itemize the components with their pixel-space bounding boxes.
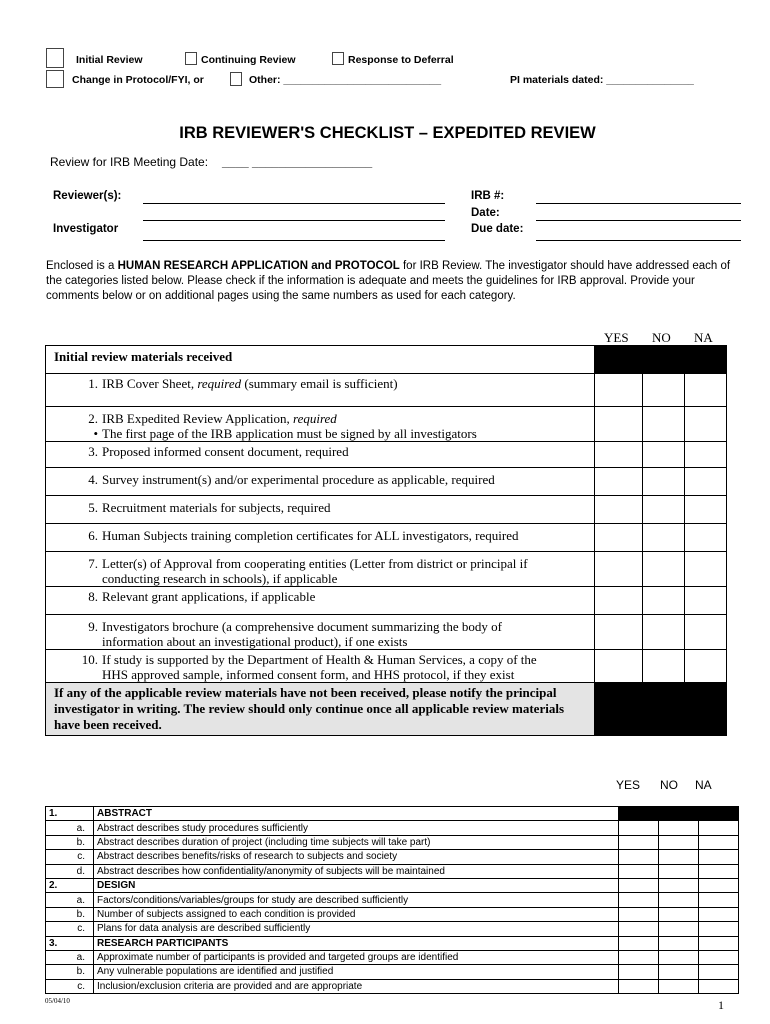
na-cell[interactable] bbox=[685, 442, 727, 468]
investigator-label: Investigator bbox=[53, 223, 119, 235]
col-no-header-1: NO bbox=[652, 330, 671, 345]
no-cell[interactable] bbox=[643, 374, 685, 407]
table-row: 10. If study is supported by the Department of Health & Human Services, a copy of the HHS approved sample, informed consent form, and HHS protocol, if they exist bbox=[46, 650, 727, 683]
section-abstract: ABSTRACT bbox=[94, 807, 619, 821]
initial-materials-table bbox=[45, 345, 727, 736]
na-cell[interactable] bbox=[685, 468, 727, 496]
table1-heading: Initial review materials received bbox=[46, 346, 595, 374]
no-cell[interactable] bbox=[643, 442, 685, 468]
response-deferral-label: Response to Deferral bbox=[348, 54, 454, 66]
section-design: DESIGN bbox=[94, 878, 619, 892]
section-row: 1. ABSTRACT bbox=[46, 807, 739, 821]
na-cell[interactable] bbox=[699, 893, 739, 907]
na-cell[interactable] bbox=[699, 850, 739, 864]
initial-review-label: Initial Review bbox=[76, 54, 143, 66]
yes-cell[interactable] bbox=[619, 821, 659, 835]
na-cell[interactable] bbox=[699, 979, 739, 993]
table-row: 2. IRB Expedited Review Application, required • The first page of the IRB application must be signed by all investigators bbox=[46, 407, 727, 442]
response-deferral-checkbox[interactable] bbox=[332, 52, 344, 65]
na-cell[interactable] bbox=[699, 950, 739, 964]
yes-cell[interactable] bbox=[595, 552, 643, 587]
change-protocol-label: Change in Protocol/FYI, or bbox=[72, 74, 204, 86]
reviewers-field-2[interactable] bbox=[143, 220, 445, 221]
col-na-header-2: NA bbox=[695, 778, 712, 792]
no-cell[interactable] bbox=[659, 922, 699, 936]
initial-review-checkbox[interactable] bbox=[46, 48, 64, 68]
table-row: 7. Letter(s) of Approval from cooperating entities (Letter from district or principal if conducting research in schools), if applicable bbox=[46, 552, 727, 587]
no-cell[interactable] bbox=[659, 821, 699, 835]
yes-cell[interactable] bbox=[619, 893, 659, 907]
page-number: 1 bbox=[718, 998, 724, 1012]
yes-cell[interactable] bbox=[595, 615, 643, 650]
table-row: c. Inclusion/exclusion criteria are provided and are appropriate bbox=[46, 979, 739, 993]
na-cell[interactable] bbox=[699, 864, 739, 878]
due-date-label: Due date: bbox=[471, 223, 524, 235]
table-row: 8. Relevant grant applications, if applicable bbox=[46, 587, 727, 615]
col-na-header-1: NA bbox=[694, 330, 713, 345]
table-row: b. Any vulnerable populations are identified and justified bbox=[46, 965, 739, 979]
page-title: IRB REVIEWER'S CHECKLIST – EXPEDITED REVIEW bbox=[179, 124, 596, 142]
na-cell[interactable] bbox=[685, 587, 727, 615]
meeting-date-label: Review for IRB Meeting Date: bbox=[50, 155, 209, 169]
yes-cell[interactable] bbox=[595, 650, 643, 683]
yes-cell[interactable] bbox=[619, 850, 659, 864]
na-cell[interactable] bbox=[685, 552, 727, 587]
no-cell[interactable] bbox=[643, 407, 685, 442]
date-label: Date: bbox=[471, 207, 500, 219]
col-yes-header-1: YES bbox=[604, 330, 629, 345]
investigator-field[interactable] bbox=[143, 240, 445, 241]
table-row: c. Abstract describes benefits/risks of research to subjects and society bbox=[46, 850, 739, 864]
footer-date: 05/04/10 bbox=[45, 997, 70, 1005]
na-cell[interactable] bbox=[685, 615, 727, 650]
date-field[interactable] bbox=[536, 220, 741, 221]
intro-bold: HUMAN RESEARCH APPLICATION and PROTOCOL bbox=[117, 260, 400, 272]
table-row: a. Factors/conditions/variables/groups for study are described sufficiently bbox=[46, 893, 739, 907]
no-cell[interactable] bbox=[659, 835, 699, 849]
no-cell[interactable] bbox=[643, 650, 685, 683]
yes-cell[interactable] bbox=[619, 907, 659, 921]
no-cell[interactable] bbox=[659, 979, 699, 993]
yes-cell[interactable] bbox=[595, 524, 643, 552]
table-row: 1. IRB Cover Sheet, required (summary email is sufficient) bbox=[46, 374, 727, 407]
section-row: 2. DESIGN bbox=[46, 878, 739, 892]
na-cell[interactable] bbox=[699, 821, 739, 835]
irb-number-field[interactable] bbox=[536, 203, 741, 204]
no-cell[interactable] bbox=[659, 850, 699, 864]
change-protocol-checkbox[interactable] bbox=[46, 70, 64, 88]
no-cell[interactable] bbox=[643, 468, 685, 496]
no-cell[interactable] bbox=[659, 965, 699, 979]
other-label: Other: ___________________________ bbox=[249, 74, 442, 86]
na-cell[interactable] bbox=[699, 922, 739, 936]
no-cell[interactable] bbox=[659, 864, 699, 878]
table-row: c. Plans for data analysis are described sufficiently bbox=[46, 922, 739, 936]
no-cell[interactable] bbox=[643, 524, 685, 552]
no-cell[interactable] bbox=[659, 907, 699, 921]
no-cell[interactable] bbox=[643, 587, 685, 615]
table-row: b. Abstract describes duration of project (including time subjects will take part) bbox=[46, 835, 739, 849]
na-cell[interactable] bbox=[685, 496, 727, 524]
yes-cell[interactable] bbox=[595, 468, 643, 496]
no-cell[interactable] bbox=[643, 552, 685, 587]
irb-number-label: IRB #: bbox=[471, 190, 505, 202]
due-date-field[interactable] bbox=[536, 240, 741, 241]
table-row: 9. Investigators brochure (a comprehensive document summarizing the body of information about an investigational product), if one exists bbox=[46, 615, 727, 650]
section-row: 3. RESEARCH PARTICIPANTS bbox=[46, 936, 739, 950]
table-row: 5. Recruitment materials for subjects, required bbox=[46, 496, 727, 524]
yes-cell[interactable] bbox=[619, 979, 659, 993]
review-criteria-table bbox=[45, 806, 739, 994]
table-row: 6. Human Subjects training completion certificates for ALL investigators, required bbox=[46, 524, 727, 552]
continuing-review-checkbox[interactable] bbox=[185, 52, 197, 65]
yes-cell[interactable] bbox=[619, 950, 659, 964]
na-cell[interactable] bbox=[699, 907, 739, 921]
intro-paragraph: Enclosed is a HUMAN RESEARCH APPLICATION and PROTOCOL for IRB Review. The investigator should have addressed each of the categories listed below. Please check if the information is adequate and meets the guidelines for IRB approval. Provide your comments below or on additional pages using the same numbers as used for each category. bbox=[46, 260, 731, 302]
reviewers-field-1[interactable] bbox=[143, 203, 445, 204]
yes-cell[interactable] bbox=[619, 835, 659, 849]
table-row: b. Number of subjects assigned to each condition is provided bbox=[46, 907, 739, 921]
table1-notice: If any of the applicable review materials have not been received, please notify the principal investigator in writing. The review should only continue once all applicable review materials have been received. bbox=[46, 683, 595, 736]
meeting-date-value[interactable]: ____ __________________ bbox=[222, 155, 373, 169]
table-row: a. Approximate number of participants is provided and targeted groups are identified bbox=[46, 950, 739, 964]
no-cell[interactable] bbox=[643, 496, 685, 524]
yes-cell[interactable] bbox=[595, 496, 643, 524]
table-row: 4. Survey instrument(s) and/or experimental procedure as applicable, required bbox=[46, 468, 727, 496]
table-row: 3. Proposed informed consent document, required bbox=[46, 442, 727, 468]
continuing-review-label: Continuing Review bbox=[201, 54, 296, 66]
pi-materials-dated: PI materials dated: _______________ bbox=[510, 74, 694, 86]
table-row: d. Abstract describes how confidentiality/anonymity of subjects will be maintained bbox=[46, 864, 739, 878]
na-cell[interactable] bbox=[685, 374, 727, 407]
yes-cell[interactable] bbox=[595, 374, 643, 407]
no-cell[interactable] bbox=[643, 615, 685, 650]
no-cell[interactable] bbox=[659, 950, 699, 964]
na-cell[interactable] bbox=[699, 965, 739, 979]
na-cell[interactable] bbox=[685, 407, 727, 442]
other-checkbox[interactable] bbox=[230, 72, 242, 86]
yes-cell[interactable] bbox=[595, 442, 643, 468]
yes-cell[interactable] bbox=[619, 922, 659, 936]
no-cell[interactable] bbox=[659, 893, 699, 907]
section-participants: RESEARCH PARTICIPANTS bbox=[94, 936, 619, 950]
reviewers-label: Reviewer(s): bbox=[53, 190, 122, 202]
na-cell[interactable] bbox=[685, 524, 727, 552]
table-row: a. Abstract describes study procedures sufficiently bbox=[46, 821, 739, 835]
na-cell[interactable] bbox=[699, 835, 739, 849]
yes-cell[interactable] bbox=[595, 587, 643, 615]
yes-cell[interactable] bbox=[595, 407, 643, 442]
na-cell[interactable] bbox=[685, 650, 727, 683]
col-no-header-2: NO bbox=[660, 778, 678, 792]
col-yes-header-2: YES bbox=[616, 778, 641, 792]
yes-cell[interactable] bbox=[619, 864, 659, 878]
yes-cell[interactable] bbox=[619, 965, 659, 979]
